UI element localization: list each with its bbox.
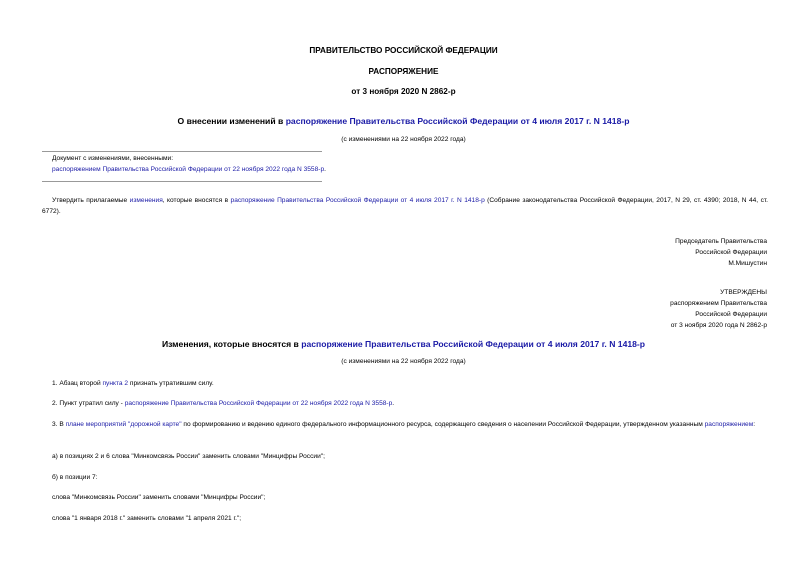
- item-1-link[interactable]: пункта 2: [102, 380, 129, 387]
- item-3-b: по формированию и ведению единого федерального информационного ресурса, содержащего сведения о населении Российской Федерации, утвержденном указанным: [181, 421, 705, 428]
- main-link-changes[interactable]: изменения: [129, 197, 163, 204]
- doc-title-prefix: О внесении изменений в: [177, 116, 286, 126]
- signature-line1: Председатель Правительства: [675, 238, 767, 245]
- doc-title-link[interactable]: распоряжение Правительства Российской Федерации от 4 июля 2017 г. N 1418-р: [285, 116, 630, 126]
- item-b1: слова "Минкомсвязь России" заменить словами "Минцифры России";: [52, 494, 266, 501]
- doc-type: РАСПОРЯЖЕНИЕ: [368, 67, 439, 76]
- approved-line4: от 3 ноября 2020 года N 2862-р: [670, 322, 767, 329]
- main-p1: Утвердить прилагаемые: [52, 197, 130, 204]
- item-3-a: 3. В: [52, 421, 66, 428]
- signature-block: [675, 236, 767, 269]
- main-paragraph: [42, 195, 768, 217]
- amend-box-tail: .: [324, 166, 326, 173]
- amend-box-line1: Документ с изменениями, внесенными:: [52, 155, 174, 162]
- main-p3: (Собрание законодательства Российской Федерации, 2017, N 29, ст. 4390; 2018, N 44, ст. 6772).: [42, 197, 768, 215]
- item-2: [52, 398, 394, 409]
- item-3-link-plan[interactable]: плане мероприятий "дорожной карте": [65, 421, 182, 428]
- item-b: б) в позиции 7:: [52, 474, 98, 481]
- approved-line3: Российской Федерации: [695, 311, 767, 318]
- doc-date-number: от 3 ноября 2020 N 2862-р: [351, 87, 456, 96]
- approved-line2: распоряжением Правительства: [670, 300, 767, 307]
- changes-title-prefix: Изменения, которые вносятся в: [161, 339, 302, 349]
- item-1-b: признать утратившим силу.: [128, 380, 214, 387]
- amended-note: (с изменениями на 22 ноября 2022 года): [341, 136, 466, 143]
- approved-block: [670, 287, 767, 331]
- doc-title: [0, 116, 807, 126]
- amend-box-link[interactable]: распоряжением Правительства Российской Федерации от 22 ноября 2022 года N 3558-р: [52, 166, 325, 173]
- divider-bottom: [42, 181, 322, 182]
- amend-box-line2: [52, 164, 326, 175]
- changes-title-link[interactable]: распоряжение Правительства Российской Федерации от 4 июля 2017 г. N 1418-р: [301, 339, 646, 349]
- item-3: [42, 419, 768, 430]
- org-name: ПРАВИТЕЛЬСТВО РОССИЙСКОЙ ФЕДЕРАЦИИ: [309, 46, 498, 55]
- item-2-b: .: [392, 400, 395, 407]
- approved-line1: УТВЕРЖДЕНЫ: [720, 289, 767, 296]
- item-b2: слова "1 января 2018 г." заменить словами "1 апреля 2021 г.";: [52, 515, 242, 522]
- item-3-link-order[interactable]: распоряжением: [704, 421, 754, 428]
- main-link-order[interactable]: распоряжение Правительства Российской Федерации от 4 июля 2017 г. N 1418-р: [230, 197, 485, 204]
- signature-line2: Российской Федерации: [695, 249, 767, 256]
- item-2-a: 2. Пункт утратил силу -: [52, 400, 125, 407]
- item-1-a: 1. Абзац второй: [52, 380, 103, 387]
- item-a: а) в позициях 2 и 6 слова "Минкомсвязь России" заменить словами "Минцифры России";: [52, 453, 325, 460]
- divider-top: [42, 151, 322, 152]
- main-p2: , которые вносятся в: [162, 197, 231, 204]
- item-1: [52, 378, 214, 389]
- changes-title: [0, 339, 807, 349]
- signature-line3: М.Мишустин: [728, 260, 767, 267]
- item-3-c: :: [753, 421, 756, 428]
- item-2-link[interactable]: распоряжение Правительства Российской Федерации от 22 ноября 2022 года N 3558-р: [124, 400, 393, 407]
- changes-amended-note: (с изменениями на 22 ноября 2022 года): [341, 358, 466, 365]
